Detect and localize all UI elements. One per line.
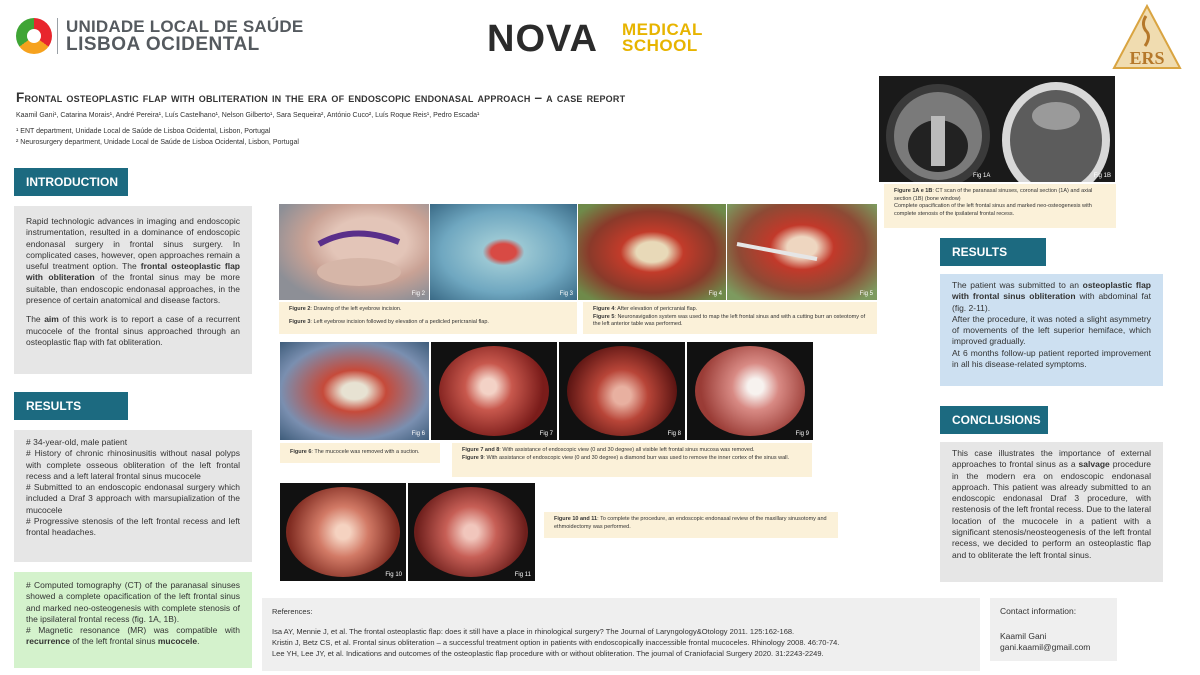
figure-11-label: Fig 11	[514, 572, 531, 578]
uls-logo	[16, 18, 52, 54]
endoscopic-view-7	[439, 346, 549, 436]
figure-10-image	[280, 483, 406, 581]
uls-line1: UNIDADE LOCAL DE SAÚDE	[66, 17, 304, 36]
caption-figure-3: Figure 3: Left eyebrow incision followed by elevation of a pedicled pericranial flap.	[289, 318, 489, 325]
figure-6-label: Fig 6	[411, 431, 425, 437]
reference-2: Kristin J, Betz CS, et al. Frontal sinus obliteration – a successful treatment option in patients with endoscopically inaccessible frontal mucoceles. Rhinology 2008. 46:70-74.	[272, 638, 840, 647]
endoscopic-view-8	[567, 346, 677, 436]
figure-4-image	[578, 204, 726, 300]
introduction-box	[14, 206, 252, 374]
contact-email: gani.kaamil@gmail.com	[1000, 642, 1091, 652]
figure-10-label: Fig 10	[385, 572, 402, 578]
affiliation-2: ² Neurosurgery department, Unidade Local de Saúde de Lisboa Ocidental, Lisbon, Portugal	[16, 139, 299, 146]
conclusions-box	[940, 442, 1163, 582]
caption-figure-6: Figure 6: The mucocele was removed with a suction.	[280, 443, 440, 463]
reference-3: Lee YH, Lee JY, et al. Indications and outcomes of the osteoplastic flap procedure with or without obliteration. The journal of Craniofacial Surgery 2020. 31:2243-2249.	[272, 649, 824, 658]
authors-text: Kaamil Gani¹, Catarina Morais¹, André Pereira¹, Luís Castelhano¹, Nelson Gilberto¹, Sara Sequeira², António Cuco², Luís Roque Reis¹, Pedro Escada¹	[16, 112, 480, 119]
figure-1a-label: Fig 1A	[973, 173, 991, 179]
uls-line2: LISBOA OCIDENTAL	[66, 34, 260, 55]
caption-figure-4: Figure 4: After elevation of pericranial flap.	[593, 306, 698, 312]
caption-figure-2: Figure 2: Drawing of the left eyebrow incision.	[289, 306, 402, 312]
endoscopic-view-10	[286, 487, 400, 577]
figure-3-image	[430, 204, 577, 300]
figure-3-label: Fig 3	[559, 291, 573, 297]
nova-sub-line2: SCHOOL	[622, 36, 698, 55]
introduction-heading: INTRODUCTION	[14, 168, 128, 196]
poster-title: Frontal osteoplastic flap with obliteration in the era of endoscopic endonasal approach – a case report	[16, 90, 626, 105]
results-item-2: # History of chronic rhinosinusitis without nasal polyps with complete osseous obliteration of the left frontal recess and a left lateral frontal sinus mucocele	[26, 448, 240, 481]
results-heading-left: RESULTS	[14, 392, 128, 420]
figure-1b-label: Fig 1B	[1093, 173, 1111, 179]
caption-figures-7-9	[452, 443, 812, 477]
figure-9-label: Fig 9	[795, 431, 809, 437]
ct-scan-illustration	[879, 76, 1115, 182]
figure-7-label: Fig 7	[539, 431, 553, 437]
caption-figure-5: Figure 5: Neuronavigation system was used to map the left frontal sinus and with a cutting burr an osteotomy of the left anterior table was performed.	[593, 313, 866, 327]
results-item-1: # 34-year-old, male patient	[26, 437, 128, 447]
figure-5-label: Fig 5	[859, 291, 873, 297]
figure-8-image	[559, 342, 685, 440]
figure-9-image	[687, 342, 813, 440]
conclusions-heading: CONCLUSIONS	[940, 406, 1048, 434]
contact-name: Kaamil Gani	[1000, 631, 1047, 641]
results-item-4: # Progressive stenosis of the left frontal recess and left frontal headaches.	[26, 516, 240, 538]
figure-5-image	[727, 204, 877, 300]
figure-8-label: Fig 8	[667, 431, 681, 437]
results-heading-right: RESULTS	[940, 238, 1046, 266]
caption-figure-1-line2: Complete opacification of the left frontal sinus and marked neo-osteogenesis with complete stenosis of the ipsilateral frontal recess.	[894, 203, 1092, 217]
ers-logo	[1112, 4, 1182, 70]
results-right-paragraph-3: At 6 months follow-up patient reported improvement in all his disease-related symptoms.	[952, 347, 1151, 370]
figure-1-ct-images	[879, 76, 1115, 182]
burr-instrument-illustration	[727, 204, 877, 300]
caption-figure-7-8: Figure 7 and 8: With assistance of endoscopic view (0 and 30 degree) all visible left frontal sinus mucosa was removed.	[462, 447, 755, 453]
nova-sub-line1: MEDICAL	[622, 20, 703, 39]
nova-medical-school	[622, 22, 703, 54]
imaging-findings-box	[14, 572, 252, 668]
contact-box	[990, 598, 1117, 661]
affiliation-1: ¹ ENT department, Unidade Local de Saúde de Lisboa Ocidental, Lisbon, Portugal	[16, 128, 271, 135]
endoscopic-view-11	[414, 487, 528, 577]
results-right-paragraph-1: The patient was submitted to an osteoplastic flap with frontal sinus obliteration with abdominal fat (fig. 2-11).	[952, 280, 1151, 313]
nova-logo: NOVA	[487, 18, 598, 60]
uls-logo-text	[66, 18, 303, 54]
caption-figures-4-5	[583, 302, 877, 334]
mr-findings: # Magnetic resonance (MR) was compatible with recurrence of the left frontal sinus mucocele.	[26, 625, 240, 647]
results-right-paragraph-2: After the procedure, it was noted a slight asymmetry of movements of the left superior hemiface, which improved gradually.	[952, 313, 1151, 347]
figure-4-label: Fig 4	[708, 291, 722, 297]
author-list	[16, 112, 876, 119]
results-item-3: # Submitted to an endoscopic endonasal surgery which included a Draf 3 approach with marsupialization of the mucocele	[26, 482, 240, 515]
endoscopic-view-9	[695, 346, 805, 436]
caption-figure-9: Figure 9: With assistance of endoscopic view (0 and 30 degree) a diamond burr was used to remove the inner cortex of the sinus wall.	[462, 454, 790, 461]
ct-findings: # Computed tomography (CT) of the paranasal sinuses showed a complete opacification of the left frontal sinus and marked neo-osteogenesis with complete stenosis of the ipsilateral frontal recess (fig. 1A, 1B).	[26, 580, 240, 624]
introduction-paragraph-1: Rapid technologic advances in imaging and endoscopic instrumentation, resulted in a dominance of endoscopic endonasal surgery in frontal sinus surgery. In complicated cases, however, open approaches remain a useful treatment option. The frontal osteoplastic flap with obliteration of the frontal sinus may be more suitable, than endoscopic endonasal approaches, in the presence of certain anatomical and disease factors.	[26, 216, 241, 306]
figure-2-image	[279, 204, 429, 300]
reference-1: Isa AY, Mennie J, et al. The frontal osteoplastic flap: does it still have a place in rhinological surgery? The Journal of Laryngology&Otology 2011. 125:162-168.	[272, 627, 795, 636]
figure-11-image	[408, 483, 535, 581]
conclusions-paragraph: This case illustrates the importance of external approaches to frontal sinus as a salvage procedure in the modern era on endoscopic endonasal approach. This patient was already submitted to an endoscopic endonasal Draf 3 procedure, with restenosis of the left frontal recess. Due to the lateral location of the mucocele in a patient with a significant stenosis/neosteogenesis of the left frontal recess, we decided to perform an osteoplastic flap and to obliterate the left frontal sinus.	[952, 448, 1152, 560]
results-box-left	[14, 430, 252, 562]
caption-figure-1	[884, 184, 1116, 228]
contact-heading: Contact information:	[1000, 606, 1077, 616]
results-box-right	[940, 274, 1163, 386]
references-heading: References:	[272, 607, 313, 616]
figure-6-image	[280, 342, 429, 440]
eyebrow-drawing-illustration	[279, 204, 429, 300]
caption-figure-1-line1: Figure 1A e 1B: CT scan of the paranasal sinuses, coronal section (1A) and axial section (1B) (bone window)	[894, 188, 1093, 202]
caption-figures-10-11: Figure 10 and 11: To complete the procedure, an endoscopic endonasal review of the maxillary sinusotomy and ethmoidectomy was performed.	[544, 512, 838, 538]
caption-figures-2-3	[279, 302, 577, 334]
introduction-paragraph-2: The aim of this work is to report a case of a recurrent mucocele of the frontal sinus approached through an osteoplastic flap with fat obliteration.	[26, 314, 240, 347]
figure-2-label: Fig 2	[411, 291, 425, 297]
references-box	[262, 598, 980, 671]
uls-logo-divider	[57, 18, 58, 54]
affiliations	[16, 126, 299, 148]
figure-7-image	[431, 342, 557, 440]
ers-logo-text: ERS	[1129, 48, 1165, 68]
